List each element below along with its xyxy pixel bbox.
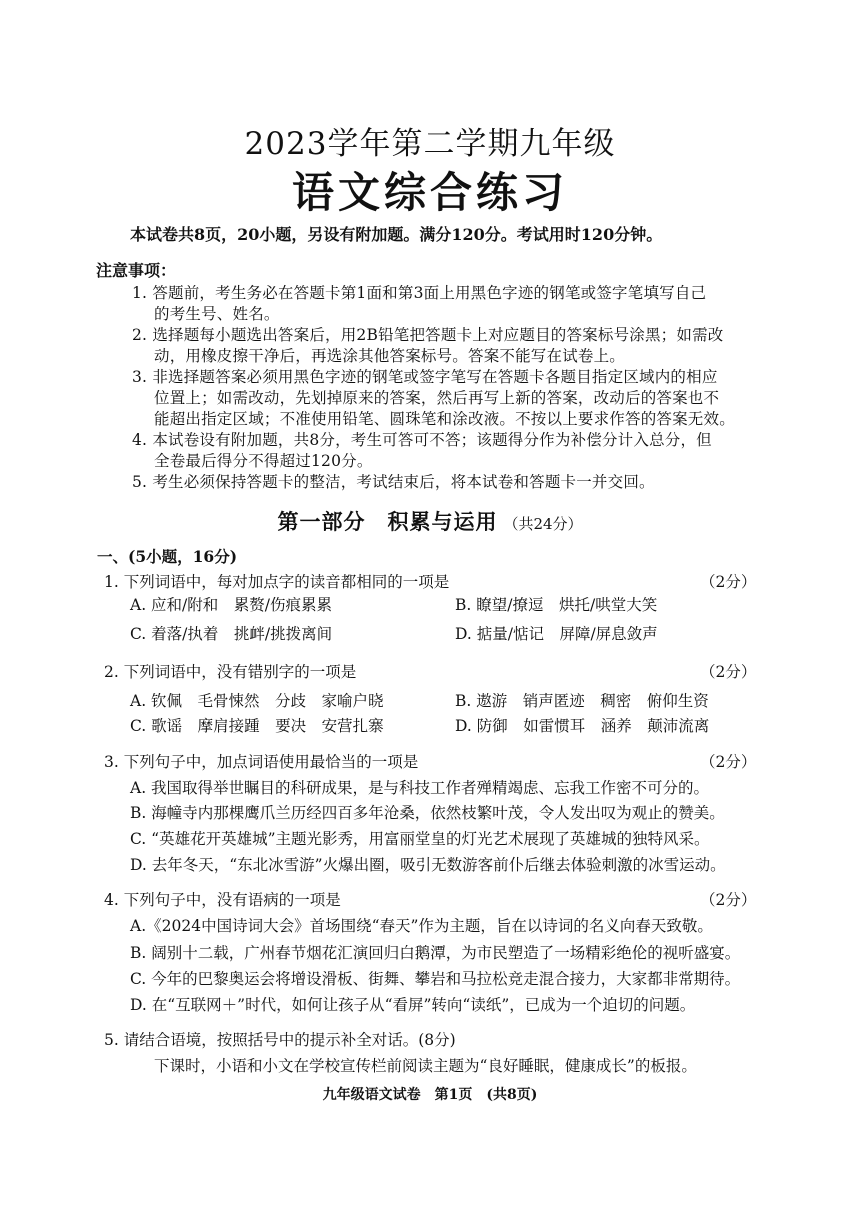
notice-item-5: 5. 考生必须保持答题卡的整洁，考试结束后，将本试卷和答题卡一并交回。 — [132, 473, 655, 491]
question-4-option-d: D. 在“互联网＋”时代，如何让孩子从“看屏”转向“读纸”，已成为一个迫切的问题。 — [130, 996, 696, 1014]
question-2-option-b: B. 遨游 销声匿迹 稠密 俯仰生资 — [455, 692, 709, 710]
question-4-option-b: B. 阔别十二载，广州春节烟花汇演回归白鹅潭，为市民塑造了一场精彩绝伦的视听盛宴。 — [130, 944, 741, 962]
question-1-option-d: D. 掂量/惦记 屏障/屏息敛声 — [455, 625, 658, 643]
question-3-option-d: D. 去年冬天，“东北冰雪游”火爆出圈，吸引无数游客前仆后继去体验刺激的冰雪运动。 — [130, 856, 726, 874]
notice-item-2-cont: 动，用橡皮擦干净后，再选涂其他答案标号。答案不能写在试卷上。 — [154, 347, 626, 365]
notice-heading: 注意事项： — [96, 261, 177, 280]
question-3-option-a: A. 我国取得举世瞩目的科研成果，是与科技工作者殚精竭虑、忘我工作密不可分的。 — [130, 779, 710, 797]
question-1-points: （2分） — [700, 573, 757, 591]
notice-item-2: 2. 选择题每小题选出答案后，用2B铅笔把答题卡上对应题目的答案标号涂黑；如需改 — [132, 326, 724, 344]
page-footer: 九年级语文试卷 第1页 (共8页) — [322, 1087, 538, 1103]
question-4-points: （2分） — [700, 891, 757, 909]
question-2-option-d: D. 防御 如雷惯耳 涵养 颠沛流离 — [455, 717, 710, 735]
question-2-option-a: A. 钦佩 毛骨悚然 分歧 家喻户晓 — [130, 692, 384, 710]
question-3-stem: 3. 下列句子中，加点词语使用最恰当的一项是 — [104, 753, 419, 771]
notice-item-3-cont: 位置上；如需改动，先划掉原来的答案，然后再写上新的答案，改动后的答案也不 — [154, 389, 720, 407]
question-1-option-a: A. 应和/附和 累赘/伤痕累累 — [130, 596, 332, 614]
notice-item-4: 4. 本试卷设有附加题，共8分，考生可答可不答；该题得分作为补偿分计入总分，但 — [132, 431, 712, 449]
question-1-option-c: C. 着落/执着 挑衅/挑拨离间 — [130, 625, 333, 643]
question-3-option-b: B. 海幢寺内那棵鹰爪兰历经四百多年沧桑，依然枝繁叶茂，令人发出叹为观止的赞美。 — [130, 804, 725, 822]
section-title — [0, 506, 860, 536]
question-2-stem: 2. 下列词语中，没有错别字的一项是 — [104, 663, 357, 681]
question-2-option-c: C. 歌谣 摩肩接踵 要决 安营扎寨 — [130, 717, 384, 735]
question-1-stem: 1. 下列词语中，每对加点字的读音都相同的一项是 — [104, 573, 450, 591]
question-3-option-c: C. “英雄花开英雄城”主题光影秀，用富丽堂皇的灯光艺术展现了英雄城的独特风采。 — [130, 830, 710, 848]
question-2-points: （2分） — [700, 663, 757, 681]
exam-summary: 本试卷共8页，20小题，另设有附加题。满分120分。考试用时120分钟。 — [130, 225, 663, 244]
question-4-option-c: C. 今年的巴黎奥运会将增设滑板、街舞、攀岩和马拉松竞走混合接力，大家都非常期待。 — [130, 970, 741, 988]
part-heading: 一、(5小题，16分) — [97, 547, 238, 566]
notice-item-3: 3. 非选择题答案必须用黑色字迹的钢笔或签字笔写在答题卡各题目指定区域内的相应 — [132, 368, 718, 386]
question-5-stem: 5. 请结合语境，按照括号中的提示补全对话。(8分) — [104, 1031, 456, 1049]
notice-item-1: 1. 答题前，考生务必在答题卡第1面和第3面上用黑色字迹的钢笔或签字笔填写自己 — [132, 284, 707, 302]
exam-title-subject: 语文综合练习 — [291, 168, 568, 217]
question-4-option-a: A.《2024中国诗词大会》首场围绕“春天”作为主题，旨在以诗词的名义向春天致敬。 — [130, 917, 713, 935]
question-4-stem: 4. 下列句子中，没有语病的一项是 — [104, 891, 341, 909]
question-3-points: （2分） — [700, 753, 757, 771]
question-5-context: 下课时，小语和小文在学校宣传栏前阅读主题为“良好睡眠，健康成长”的板报。 — [154, 1057, 697, 1075]
section-title-main: 第一部分 积累与运用 — [277, 509, 498, 534]
question-1-option-b: B. 瞭望/撩逗 烘托/哄堂大笑 — [455, 596, 658, 614]
notice-item-1-cont: 的考生号、姓名。 — [154, 305, 280, 323]
section-score: （共24分） — [503, 515, 583, 533]
notice-item-4-cont: 全卷最后得分不得超过120分。 — [154, 452, 373, 470]
exam-title-term: 2023学年第二学期九年级 — [244, 126, 616, 162]
notice-item-3-cont2: 能超出指定区域；不准使用铅笔、圆珠笔和涂改液。不按以上要求作答的答案无效。 — [154, 410, 735, 428]
